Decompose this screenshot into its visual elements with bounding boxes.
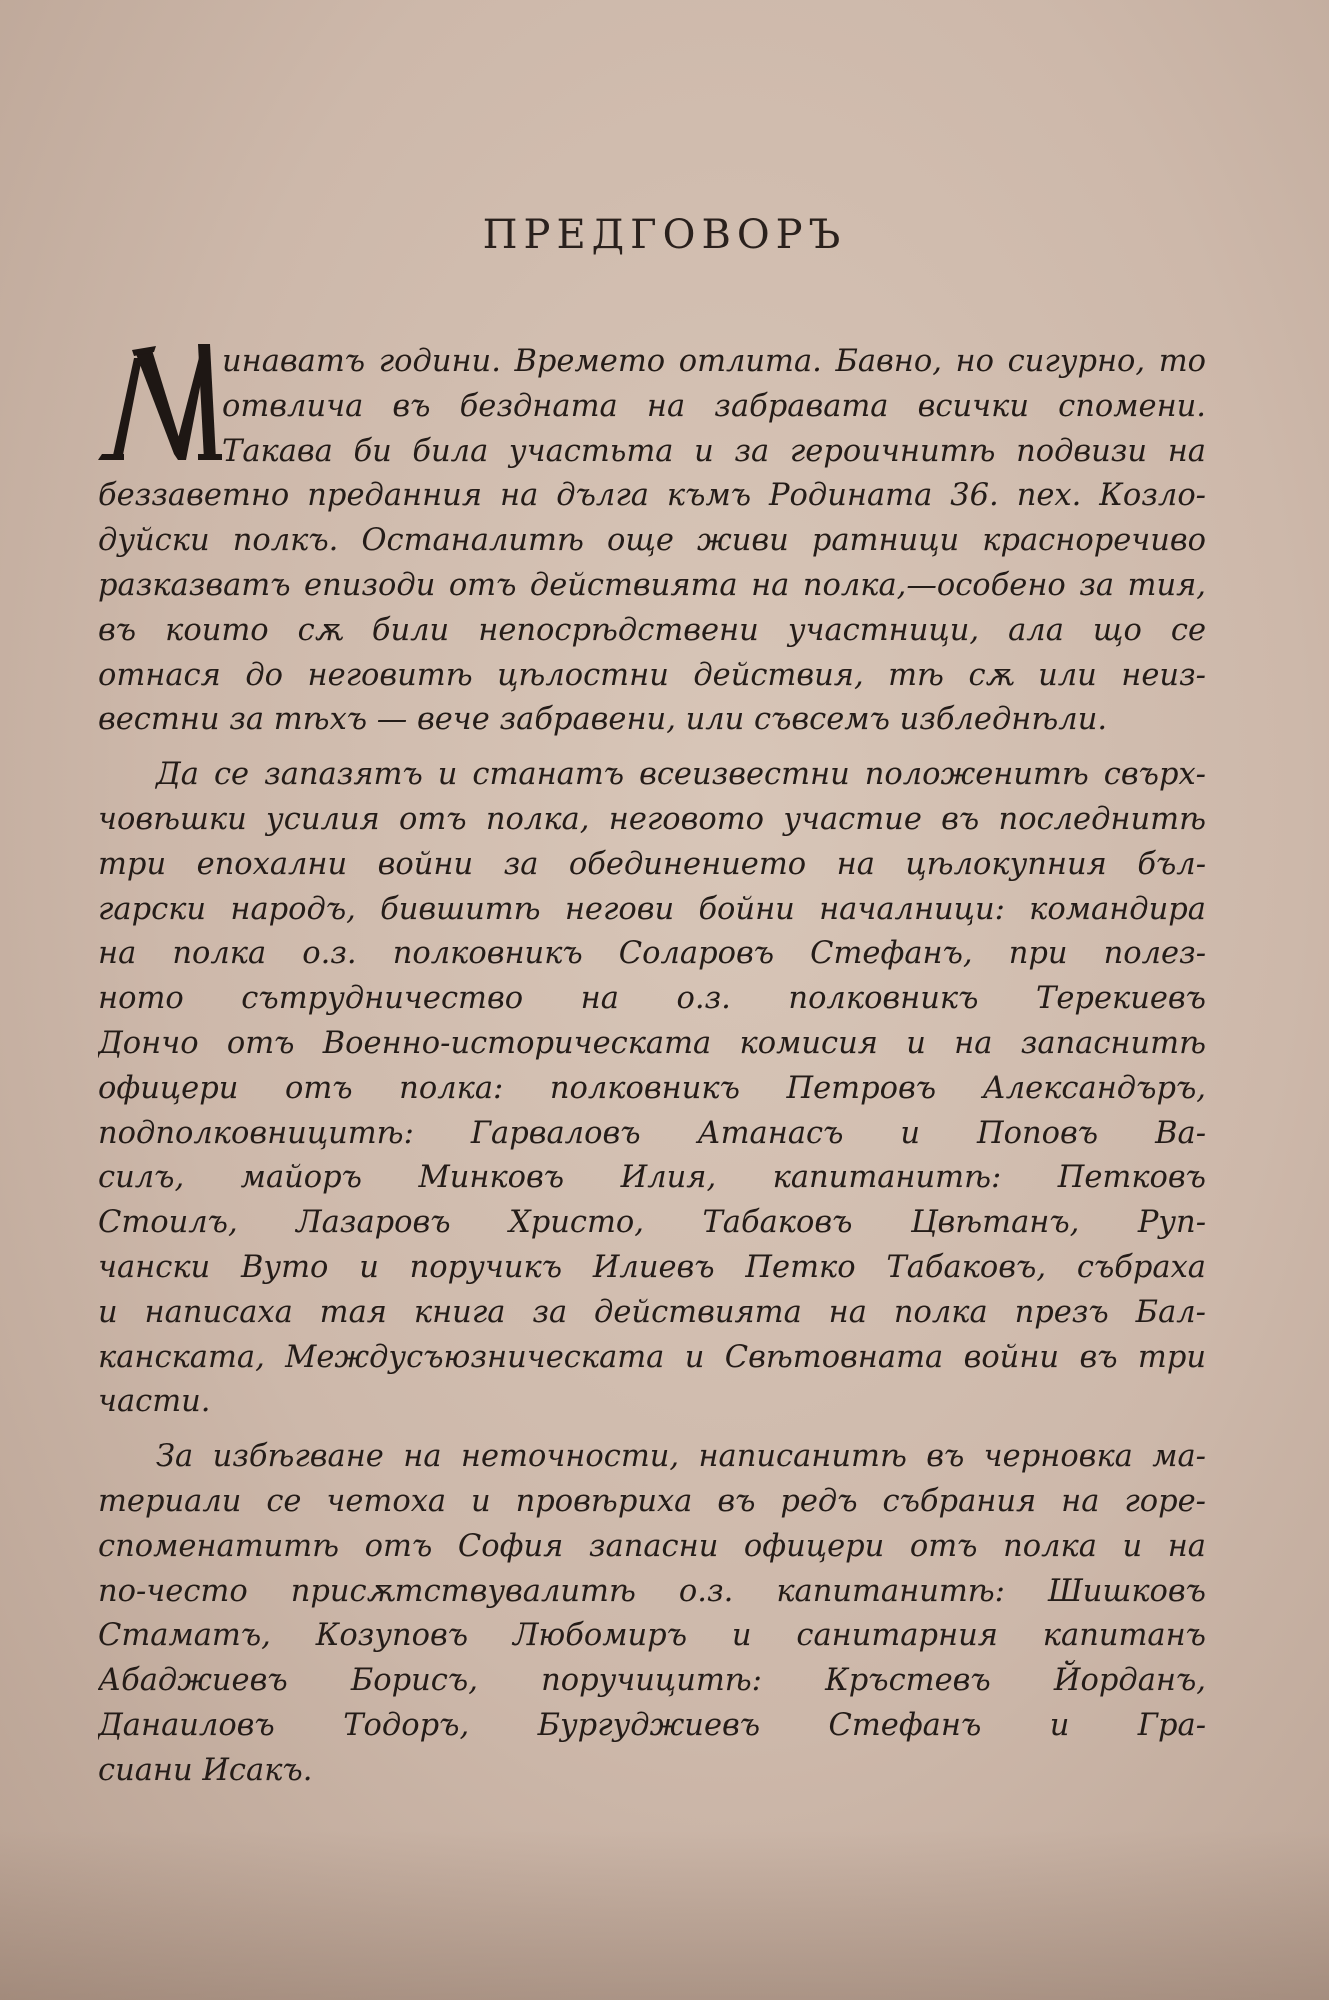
text-line: канската, Междусъюзническата и Свѣтовната войни въ три (98, 1339, 1206, 1375)
text-line: Стаматъ, Козуповъ Любомиръ и санитарния капитанъ (98, 1618, 1206, 1654)
text-line: офицери отъ полка: полковникъ Петровъ Александъръ, (98, 1070, 1206, 1106)
text-line: За избѣгване на неточности, написанитѣ въ черновка ма- (156, 1439, 1206, 1475)
page-title: ПРЕДГОВОРЪ (482, 212, 847, 258)
text-line: Стоилъ, Лазаровъ Христо, Табаковъ Цвѣтанъ, Руп- (98, 1205, 1206, 1241)
body-text (98, 340, 1206, 1794)
text-line: на полка о.з. полковникъ Соларовъ Стефанъ, при полез- (98, 936, 1206, 972)
paragraph-spacer (98, 743, 1206, 753)
text-line: териали се четоха и провѣриха въ редъ събрания на горе- (98, 1483, 1206, 1519)
text-line: Да се запазятъ и станатъ всеизвестни положенитѣ свърх- (156, 757, 1206, 793)
text-line: въ които сѫ били непосрѣдствени участници, ала що се (98, 612, 1206, 648)
text-line: Дончо отъ Военно-историческата комисия и на запаснитѣ (98, 1025, 1206, 1061)
paragraph-spacer (98, 1425, 1206, 1435)
text-line: разказватъ епизоди отъ действията на полка,—особено за тия, (98, 567, 1206, 603)
text-line: Абаджиевъ Борисъ, поручицитѣ: Кръстевъ Йорданъ, (98, 1663, 1206, 1699)
text-line: по-често присѫтствувалитѣ о.з. капитанитѣ: Шишковъ (98, 1573, 1206, 1609)
text-line: три епохални войни за обединението на цѣлокупния бъл- (98, 846, 1206, 882)
paragraph-2 (98, 753, 1206, 1425)
text-line: гарски народъ, бившитѣ негови бойни началници: командира (98, 891, 1206, 927)
text-line: части. (98, 1384, 211, 1420)
text-line: Такава би била участьта и за героичнитѣ подвизи на (222, 433, 1206, 469)
paragraph-1 (98, 340, 1206, 743)
dropcap-m (94, 336, 224, 466)
text-line: инаватъ години. Времето отлита. Бавно, но сигурно, то (222, 344, 1206, 379)
text-line: отвлича въ бездната на забравата всички спомени. (222, 388, 1206, 424)
text-line: споменатитѣ отъ София запасни офицери отъ полка и на (98, 1528, 1206, 1564)
text-line: подполковницитѣ: Гарваловъ Атанасъ и Поповъ Ва- (98, 1115, 1206, 1151)
text-line: дуйски полкъ. Останалитѣ още живи ратници красноречиво (98, 523, 1206, 559)
text-line: отнася до неговитѣ цѣлостни действия, тѣ сѫ или неиз- (98, 657, 1206, 693)
text-line: силъ, майоръ Минковъ Илия, капитанитѣ: Петковъ (98, 1160, 1206, 1196)
paragraph-3 (98, 1435, 1206, 1793)
text-line: ното сътрудничество на о.з. полковникъ Терекиевъ (98, 981, 1206, 1017)
text-line: чански Вуто и поручикъ Илиевъ Петко Табаковъ, събраха (98, 1249, 1206, 1285)
text-line: и написаха тая книга за действията на полка презъ Бал- (98, 1294, 1206, 1330)
text-line: беззаветно преданния на дълга къмъ Родината 36. пех. Козло- (98, 478, 1206, 514)
text-line: Данаиловъ Тодоръ, Бургуджиевъ Стефанъ и Гра- (98, 1707, 1206, 1743)
text-line: човѣшки усилия отъ полка, неговото участие въ последнитѣ (98, 801, 1206, 837)
text-line: вестни за тѣхъ — вече забравени, или съвсемъ избледнѣли. (98, 702, 1108, 738)
text-line: сиани Исакъ. (98, 1752, 313, 1788)
